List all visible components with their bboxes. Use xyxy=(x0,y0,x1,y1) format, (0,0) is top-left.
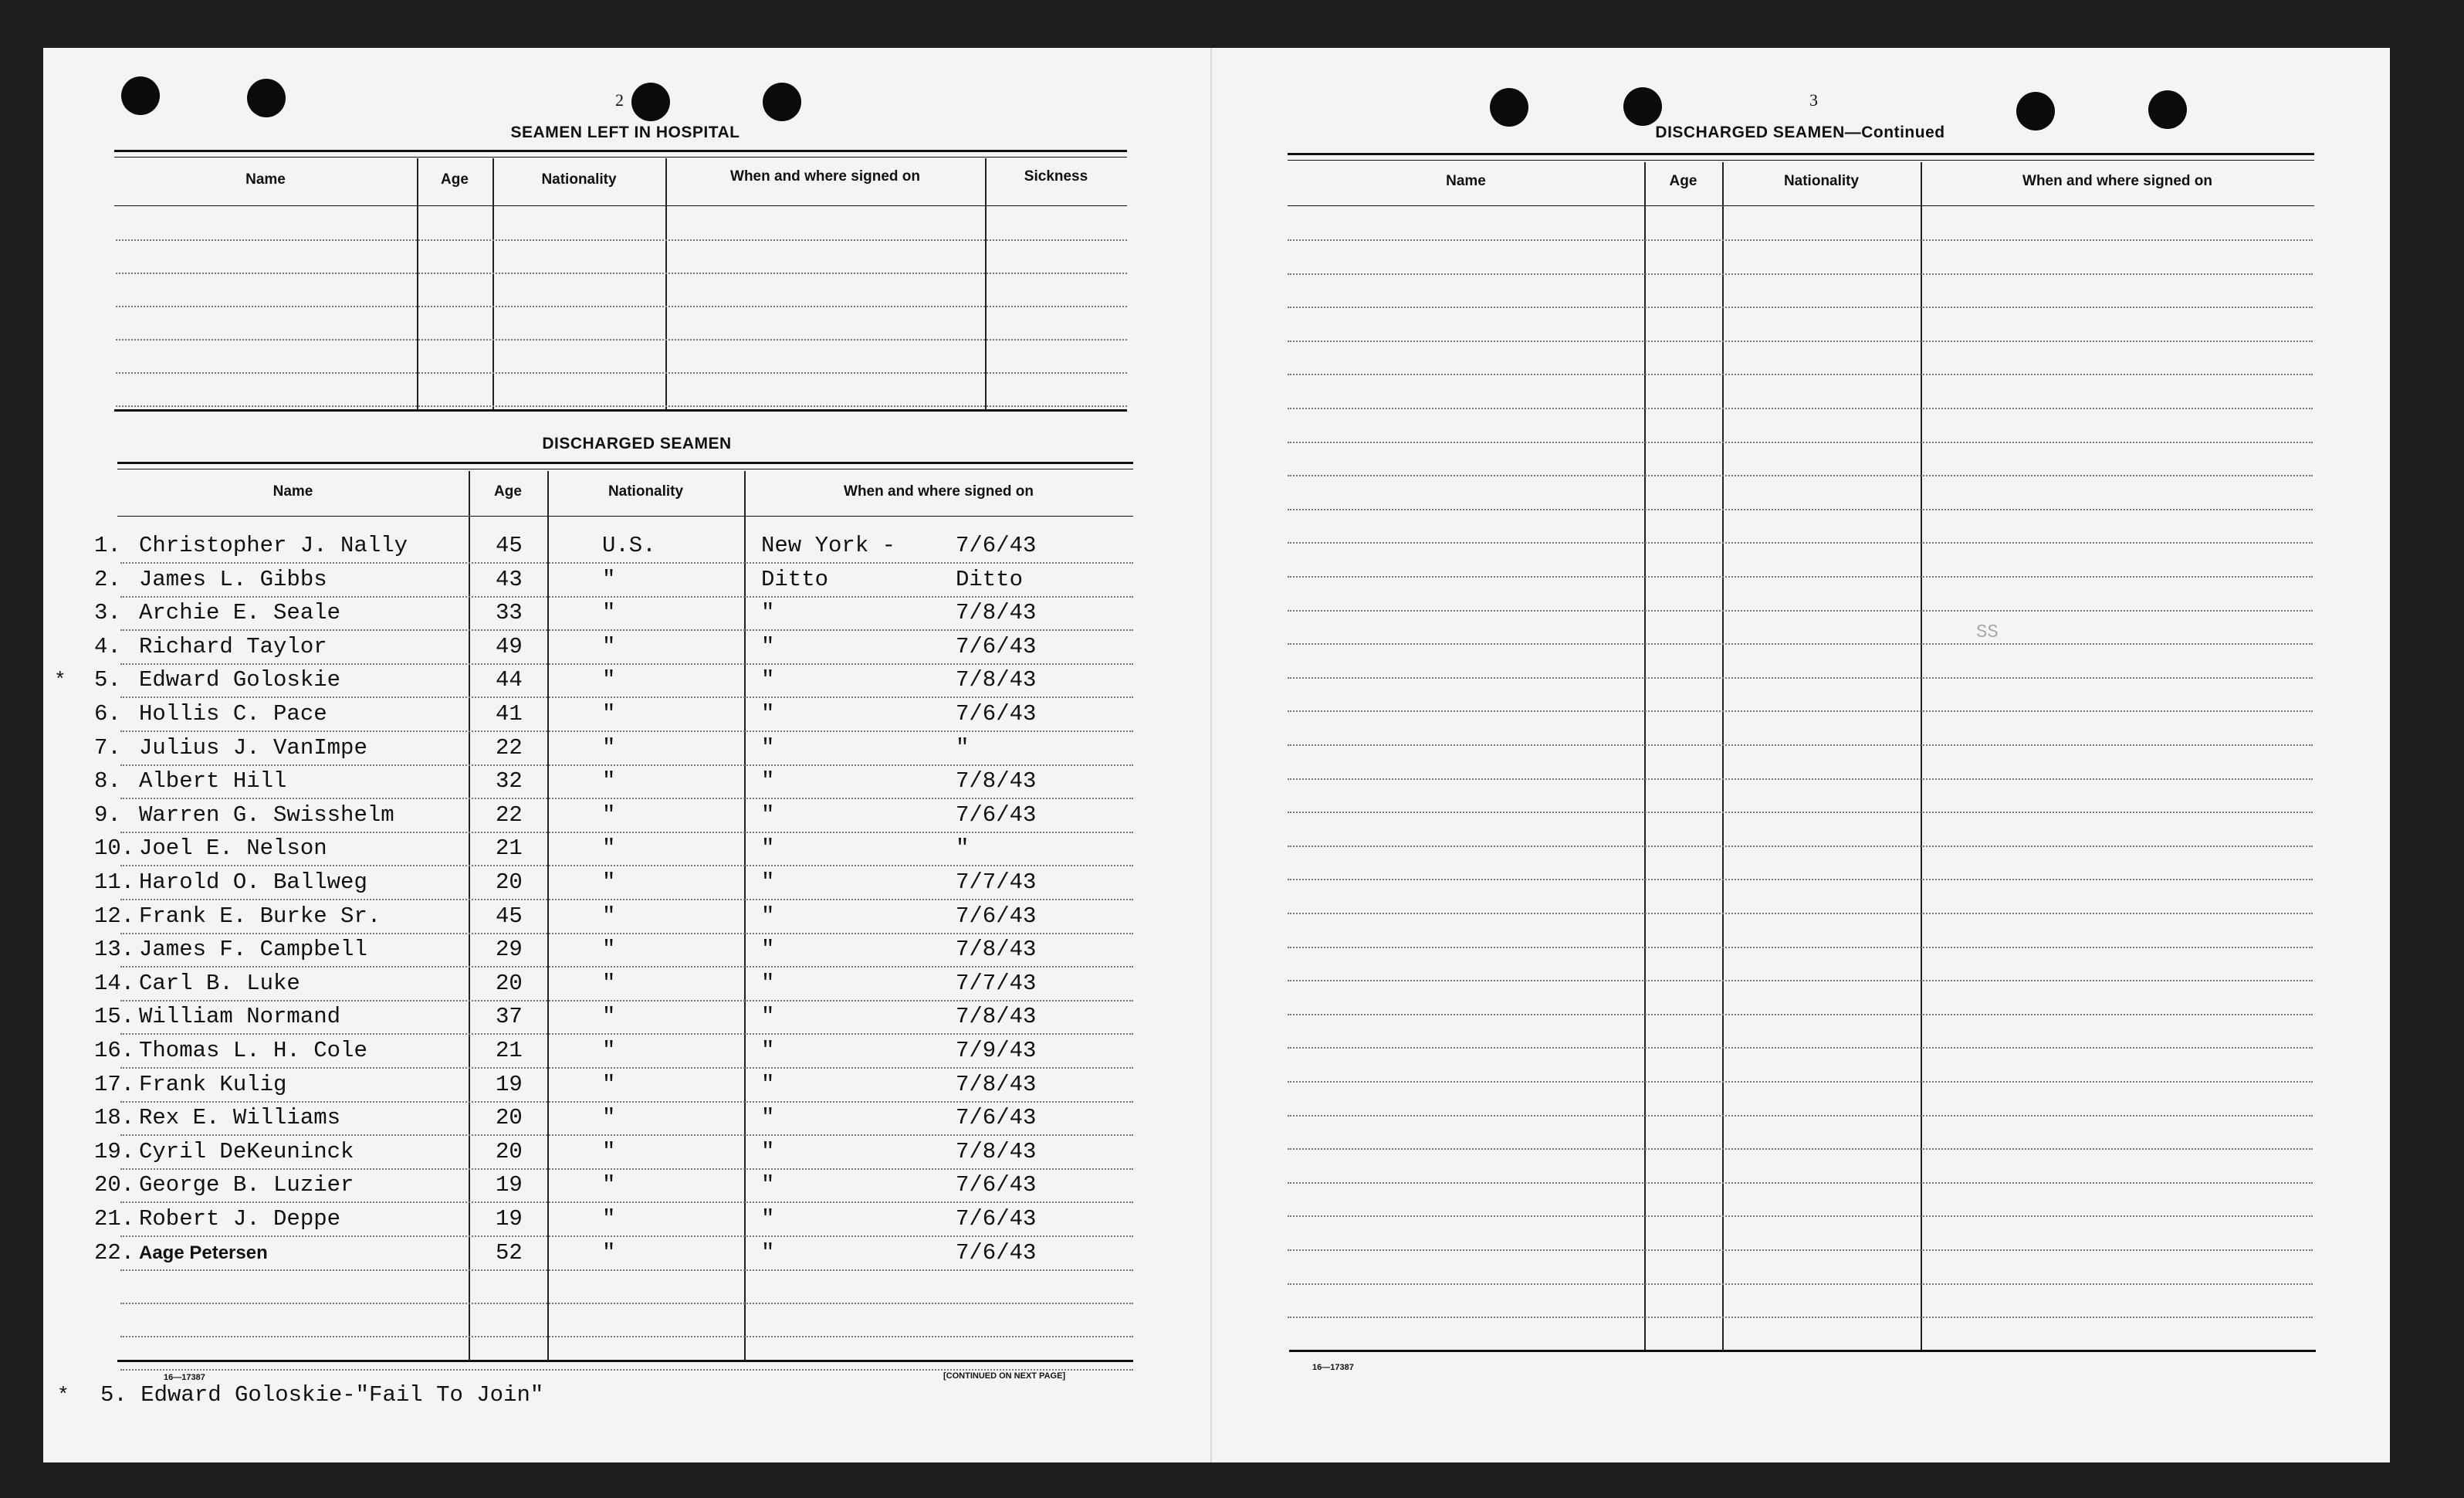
blank-row-line xyxy=(1288,913,2313,914)
discharged-col-divider xyxy=(547,471,549,1360)
seaman-age: 29 xyxy=(496,937,523,963)
seaman-nationality: " xyxy=(602,667,616,693)
continued-section-title: DISCHARGED SEAMEN—Continued xyxy=(1655,124,1945,141)
hospital-header-age: Age xyxy=(441,171,469,188)
row-number: 11. xyxy=(94,869,135,895)
signed-on-date: 7/8/43 xyxy=(956,768,1037,795)
seaman-age: 43 xyxy=(496,566,523,592)
blank-row-line xyxy=(1288,744,2313,746)
seaman-name: Christopher J. Nally xyxy=(139,533,408,558)
punch-hole xyxy=(247,79,286,117)
signed-on-place: " xyxy=(761,768,775,795)
row-number: 9. xyxy=(94,802,121,828)
blank-row-line xyxy=(1288,1014,2313,1015)
seaman-name: Edward Goloskie xyxy=(139,667,341,693)
hospital-header-signed-on: When and where signed on xyxy=(730,168,920,185)
seaman-nationality: " xyxy=(602,701,616,727)
row-number: 15. xyxy=(94,1004,135,1030)
hospital-section-title: SEAMEN LEFT IN HOSPITAL xyxy=(510,124,740,141)
blank-row-line xyxy=(1288,475,2313,476)
blank-row-line xyxy=(116,239,1127,241)
blank-row-line xyxy=(1288,1182,2313,1184)
seaman-nationality: " xyxy=(602,903,616,929)
seaman-name: Richard Taylor xyxy=(139,633,327,659)
blank-row-line xyxy=(120,1336,1133,1337)
signed-on-date: 7/8/43 xyxy=(956,1138,1037,1164)
blank-row-line xyxy=(1288,778,2313,780)
blank-row-line xyxy=(120,1369,1133,1371)
discharged-header-nationality: Nationality xyxy=(608,483,684,500)
signed-on-date: " xyxy=(956,734,970,761)
discharged-col-divider xyxy=(469,471,470,1360)
row-number: 3. xyxy=(94,600,121,626)
row-number: 22. xyxy=(94,1239,135,1266)
seaman-name: Joel E. Nelson xyxy=(139,835,327,862)
row-number: 10. xyxy=(94,835,135,862)
signed-on-date: 7/6/43 xyxy=(956,1206,1037,1232)
seaman-age: 22 xyxy=(496,802,523,828)
signed-on-date: 7/6/43 xyxy=(956,701,1037,727)
signed-on-place: " xyxy=(761,1038,775,1063)
right-header-rule xyxy=(1288,205,2314,206)
signed-on-date: 7/8/43 xyxy=(956,1071,1037,1097)
seaman-name: Julius J. VanImpe xyxy=(139,734,367,761)
seaman-name: Frank Kulig xyxy=(139,1071,287,1097)
row-number: 2. xyxy=(94,566,121,592)
seaman-name: Harold O. Ballweg xyxy=(139,869,367,895)
seaman-age: 32 xyxy=(496,768,523,795)
discharged-header-rule xyxy=(117,516,1133,517)
faint-mark: SS xyxy=(1976,622,1999,643)
punch-hole xyxy=(1490,88,1528,127)
signed-on-place: " xyxy=(761,903,775,929)
signed-on-place: " xyxy=(761,600,775,626)
row-number: 14. xyxy=(94,970,135,996)
hospital-header-name: Name xyxy=(245,171,286,188)
blank-row-line xyxy=(1288,576,2313,578)
signed-on-place: " xyxy=(761,1239,775,1266)
signed-on-place: " xyxy=(761,1206,775,1232)
row-line xyxy=(120,865,1133,866)
seaman-nationality: " xyxy=(602,600,616,626)
blank-row-line xyxy=(1288,307,2313,308)
signed-on-date: 7/8/43 xyxy=(956,600,1037,626)
seaman-age: 21 xyxy=(496,835,523,862)
seaman-age: 41 xyxy=(496,701,523,727)
seaman-name: Hollis C. Pace xyxy=(139,701,327,727)
seaman-name: James L. Gibbs xyxy=(139,566,327,592)
blank-row-line xyxy=(116,372,1127,374)
seaman-name: Carl B. Luke xyxy=(139,970,300,996)
signed-on-place: " xyxy=(761,1105,775,1131)
seaman-nationality: U.S. xyxy=(602,533,656,558)
seaman-name: Robert J. Deppe xyxy=(139,1206,341,1232)
row-line xyxy=(120,1134,1133,1136)
seaman-nationality: " xyxy=(602,802,616,828)
row-line xyxy=(120,1033,1133,1035)
blank-row-line xyxy=(1288,879,2313,880)
blank-row-line xyxy=(1288,1283,2313,1285)
signed-on-date: Ditto xyxy=(956,566,1024,592)
blank-row-line xyxy=(1288,542,2313,544)
footnote-text: 5. Edward Goloskie-"Fail To Join" xyxy=(100,1382,544,1408)
row-number: 12. xyxy=(94,903,135,929)
form-number: 16—17387 xyxy=(1312,1363,1354,1372)
signed-on-place: " xyxy=(761,1004,775,1030)
seaman-nationality: " xyxy=(602,835,616,862)
continued-note: [CONTINUED ON NEXT PAGE] xyxy=(943,1371,1066,1381)
row-line xyxy=(120,1101,1133,1103)
blank-row-line xyxy=(1288,610,2313,612)
discharged-header-name: Name xyxy=(272,483,313,500)
signed-on-place: " xyxy=(761,1172,775,1198)
row-number: 4. xyxy=(94,633,121,659)
seaman-age: 19 xyxy=(496,1172,523,1198)
right-header-name: Name xyxy=(1446,173,1486,189)
signed-on-date: 7/6/43 xyxy=(956,1105,1037,1131)
page-number: 2 xyxy=(615,90,624,110)
row-number: 18. xyxy=(94,1105,135,1131)
seaman-name: Rex E. Williams xyxy=(139,1105,341,1131)
row-number: 16. xyxy=(94,1038,135,1063)
seaman-nationality: " xyxy=(602,1206,616,1232)
punch-hole xyxy=(1623,87,1662,126)
right-bottom-rule xyxy=(1289,1350,2316,1352)
row-line xyxy=(120,1067,1133,1069)
signed-on-place: New York - xyxy=(761,533,896,558)
blank-row-line xyxy=(1288,442,2313,443)
signed-on-place: " xyxy=(761,1071,775,1097)
right-top-rule xyxy=(1288,153,2314,155)
seaman-nationality: " xyxy=(602,734,616,761)
signed-on-place: " xyxy=(761,869,775,895)
seaman-age: 19 xyxy=(496,1206,523,1232)
row-number: 13. xyxy=(94,937,135,963)
seaman-nationality: " xyxy=(602,970,616,996)
seaman-age: 33 xyxy=(496,600,523,626)
signed-on-place: " xyxy=(761,802,775,828)
row-number: 17. xyxy=(94,1071,135,1097)
discharged-header-signed-on: When and where signed on xyxy=(844,483,1034,500)
seaman-nationality: " xyxy=(602,1172,616,1198)
punch-hole xyxy=(121,76,160,115)
hospital-header-rule xyxy=(114,205,1127,206)
row-number: 21. xyxy=(94,1206,135,1232)
signed-on-place: Ditto xyxy=(761,566,829,592)
blank-row-line xyxy=(1288,1215,2313,1217)
seaman-age: 49 xyxy=(496,633,523,659)
blank-row-line xyxy=(116,405,1127,407)
row-line xyxy=(120,1201,1133,1203)
row-line xyxy=(120,629,1133,631)
seaman-age: 52 xyxy=(496,1239,523,1266)
punch-hole xyxy=(2148,90,2187,129)
blank-row-line xyxy=(1288,509,2313,510)
signed-on-place: " xyxy=(761,633,775,659)
hospital-header-sickness: Sickness xyxy=(1024,168,1088,185)
seaman-nationality: " xyxy=(602,768,616,795)
blank-row-line xyxy=(1288,1047,2313,1049)
footnote-asterisk: * xyxy=(57,1384,69,1407)
discharged-header-age: Age xyxy=(494,483,522,500)
signed-on-place: " xyxy=(761,734,775,761)
hospital-header-nationality: Nationality xyxy=(541,171,617,188)
row-footnote-asterisk: * xyxy=(54,669,66,693)
row-line xyxy=(120,1000,1133,1001)
seaman-age: 45 xyxy=(496,903,523,929)
seaman-age: 21 xyxy=(496,1038,523,1063)
signed-on-date: 7/8/43 xyxy=(956,1004,1037,1030)
seaman-age: 20 xyxy=(496,869,523,895)
row-number: 8. xyxy=(94,768,121,795)
form-number: 16—17387 xyxy=(164,1373,205,1382)
seaman-nationality: " xyxy=(602,1138,616,1164)
discharged-section-title: DISCHARGED SEAMEN xyxy=(542,435,732,452)
right-header-signed-on: When and where signed on xyxy=(2022,173,2212,189)
signed-on-place: " xyxy=(761,937,775,963)
blank-row-line xyxy=(1288,239,2313,241)
right-top-rule-thin xyxy=(1288,160,2314,161)
seaman-name: George B. Luzier xyxy=(139,1172,354,1198)
punch-hole xyxy=(763,83,801,121)
row-line xyxy=(120,663,1133,665)
signed-on-date: 7/8/43 xyxy=(956,937,1037,963)
signed-on-date: " xyxy=(956,835,970,862)
discharged-top-rule xyxy=(117,462,1133,464)
blank-row-line xyxy=(1288,980,2313,981)
blank-row-line xyxy=(1288,812,2313,813)
blank-row-line xyxy=(120,1303,1133,1304)
seaman-age: 45 xyxy=(496,533,523,558)
row-line xyxy=(120,1168,1133,1170)
signed-on-date: 7/6/43 xyxy=(956,802,1037,828)
seaman-age: 22 xyxy=(496,734,523,761)
blank-row-line xyxy=(116,306,1127,307)
seaman-name: William Normand xyxy=(139,1004,341,1030)
row-number: 6. xyxy=(94,701,121,727)
blank-row-line xyxy=(1288,408,2313,409)
row-number: 19. xyxy=(94,1138,135,1164)
seaman-age: 44 xyxy=(496,667,523,693)
blank-row-line xyxy=(1288,374,2313,375)
right-header-nationality: Nationality xyxy=(1783,173,1860,189)
row-line xyxy=(120,696,1133,698)
signed-on-date: 7/6/43 xyxy=(956,1172,1037,1198)
row-number: 20. xyxy=(94,1172,135,1198)
blank-row-line xyxy=(1288,643,2313,645)
seaman-name: Warren G. Swisshelm xyxy=(139,802,394,828)
seaman-name: James F. Campbell xyxy=(139,937,367,963)
blank-row-line xyxy=(1288,273,2313,275)
seaman-nationality: " xyxy=(602,633,616,659)
signed-on-date: 7/9/43 xyxy=(956,1038,1037,1063)
blank-row-line xyxy=(1288,947,2313,948)
seaman-nationality: " xyxy=(602,937,616,963)
signed-on-date: 7/6/43 xyxy=(956,903,1037,929)
seaman-name: Frank E. Burke Sr. xyxy=(139,903,381,929)
blank-row-line xyxy=(1288,1115,2313,1117)
signed-on-place: " xyxy=(761,835,775,862)
signed-on-place: " xyxy=(761,970,775,996)
seaman-age: 37 xyxy=(496,1004,523,1030)
signed-on-date: 7/8/43 xyxy=(956,667,1037,693)
hospital-top-rule-thin xyxy=(114,157,1127,158)
row-line xyxy=(120,933,1133,934)
blank-row-line xyxy=(1288,677,2313,679)
row-line xyxy=(120,562,1133,564)
hospital-bottom-rule xyxy=(114,409,1127,412)
blank-row-line xyxy=(116,339,1127,341)
discharged-bottom-rule xyxy=(117,1360,1133,1362)
blank-row-line xyxy=(1288,846,2313,847)
row-number: 7. xyxy=(94,734,121,761)
row-line xyxy=(120,966,1133,968)
seaman-age: 20 xyxy=(496,1105,523,1131)
punch-hole xyxy=(631,83,670,121)
seaman-nationality: " xyxy=(602,1105,616,1131)
seaman-nationality: " xyxy=(602,1038,616,1063)
blank-row-line xyxy=(1288,1081,2313,1083)
signed-on-place: " xyxy=(761,701,775,727)
signed-on-place: " xyxy=(761,1138,775,1164)
signed-on-date: 7/7/43 xyxy=(956,970,1037,996)
blank-row-line xyxy=(1288,710,2313,712)
page-number: 3 xyxy=(1809,90,1818,110)
row-line xyxy=(120,1235,1133,1237)
seaman-nationality: " xyxy=(602,566,616,592)
seaman-name: Thomas L. H. Cole xyxy=(139,1038,367,1063)
seaman-name: Aage Petersen xyxy=(139,1242,268,1263)
seaman-name: Cyril DeKeuninck xyxy=(139,1138,354,1164)
signed-on-date: 7/6/43 xyxy=(956,633,1037,659)
seaman-nationality: " xyxy=(602,1004,616,1030)
row-line xyxy=(120,899,1133,900)
seaman-nationality: " xyxy=(602,1071,616,1097)
blank-row-line xyxy=(116,273,1127,274)
row-line xyxy=(120,798,1133,799)
hospital-top-rule xyxy=(114,150,1127,152)
seaman-name: Archie E. Seale xyxy=(139,600,341,626)
seaman-age: 19 xyxy=(496,1071,523,1097)
row-line xyxy=(120,832,1133,833)
seaman-nationality: " xyxy=(602,869,616,895)
seaman-age: 20 xyxy=(496,1138,523,1164)
right-header-age: Age xyxy=(1669,173,1697,189)
blank-row-line xyxy=(1288,1148,2313,1150)
punch-hole xyxy=(2016,92,2055,130)
blank-row-line xyxy=(1288,1317,2313,1318)
blank-row-line xyxy=(1288,341,2313,342)
seaman-nationality: " xyxy=(602,1239,616,1266)
seaman-name: Albert Hill xyxy=(139,768,287,795)
signed-on-date: 7/7/43 xyxy=(956,869,1037,895)
signed-on-date: 7/6/43 xyxy=(956,533,1037,558)
row-number: 5. xyxy=(94,667,121,693)
discharged-col-divider xyxy=(744,471,746,1360)
row-number: 1. xyxy=(94,533,121,558)
row-line xyxy=(120,1269,1133,1271)
blank-row-line xyxy=(1288,1249,2313,1251)
row-line xyxy=(120,596,1133,598)
row-line xyxy=(120,730,1133,732)
seaman-age: 20 xyxy=(496,970,523,996)
signed-on-date: 7/6/43 xyxy=(956,1239,1037,1266)
page-fold xyxy=(1210,48,1212,1462)
signed-on-place: " xyxy=(761,667,775,693)
row-line xyxy=(120,764,1133,766)
